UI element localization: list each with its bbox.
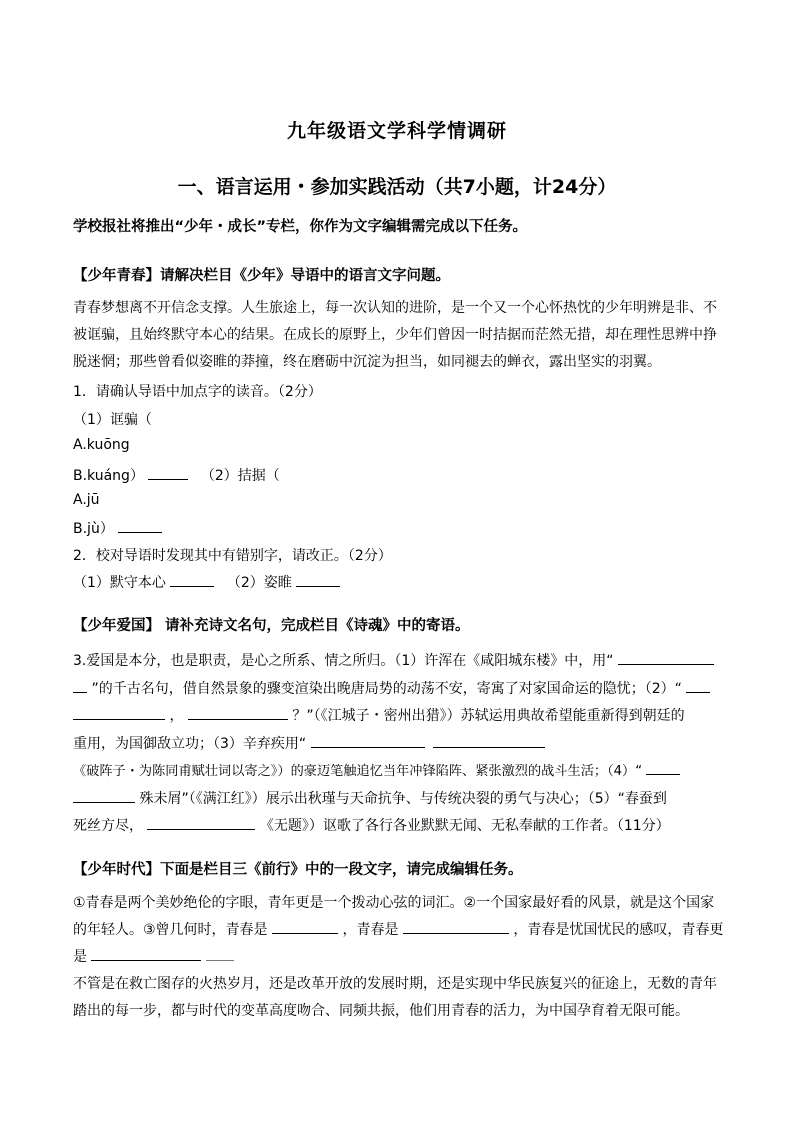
poem-text: 重用，为国御敌立功；（3）辛弃疾用“ [73,736,307,752]
q2-items [73,572,733,592]
passage-line-2: 被诓骗，且始终默守本心的结果。在成长的原野上，少年们曾因一时拮据而茫然无措，却在理性思辨中挣 [73,327,717,343]
answer-blank[interactable] [296,572,340,587]
intro-text: 学校报社将推出“少年・成长”专栏，你作为文字编辑需完成以下任务。 [73,219,528,235]
poem-text: 《破阵子・为陈同甫赋壮词以寄之》）的豪迈笔触追忆当年冲锋陷阵、紧张激烈的战斗生活；（4）“ [73,764,643,779]
answer-blank[interactable] [91,946,201,961]
poem-line-7 [73,815,733,835]
part2-heading: 【少年爱国】 请补充诗文名句，完成栏目《诗魂》中的寄语。 [73,618,470,634]
poem-line-3 [73,705,733,725]
passage-text: 是 [73,949,87,965]
q1-option-b2-line [73,518,733,538]
question-1: 1．请确认导语中加点字的读音。（2分） [73,384,322,400]
answer-blank[interactable] [311,733,425,748]
answer-blank[interactable] [73,678,87,693]
part1-heading: 【少年青春】请解决栏目《少年》导语中的语言文字问题。 [73,268,450,284]
poem-text: 殊未屑”（《满江红》）展示出秋瑾与天命抗争、与传统决裂的勇气与决心；（5）“春蚕到 [139,791,667,807]
poem-line-1 [73,650,733,670]
answer-blank[interactable] [170,572,214,587]
q1-option-a: A.kuōng [73,437,130,453]
answer-blank[interactable] [73,788,135,803]
poem-text: ？”（《江城子・密州出猎》）苏轼运用典故希望能重新得到朝廷的 [292,708,685,724]
answer-blank[interactable] [433,733,545,748]
poem-text: ”的千古名句，借自然景象的骤变渲染出晚唐局势的动荡不安，寄寓了对家国命运的隐忧；（2）“ [91,681,682,697]
answer-blank[interactable] [646,760,680,775]
document-title: 九年级语文学科学情调研 [286,120,507,142]
passage3-line-1: ①青春是两个美妙绝伦的字眼，青年更是一个拨动心弦的词汇。②一个国家最好看的风景，就是这个国家 [73,895,715,911]
answer-blank[interactable] [272,919,338,934]
passage-line-3: 脱迷惘；那些曾看似姿睢的莽撞，终在磨砺中沉淀为担当，如同褪去的蝉衣，露出坚实的羽翼。 [73,354,661,370]
q1-option-b: B.kuáng） [73,468,144,484]
poem-text: 3.爱国是本分，也是职责，是心之所系、情之所归。（1）许浑在《咸阳城东楼》中，用“ [73,653,614,669]
answer-blank[interactable] [686,678,710,693]
passage3-line-4: 不管是在救亡图存的火热岁月，还是改革开放的发展时期，还是实现中华民族复兴的征途上，无数的青年 [73,976,717,992]
answer-blank[interactable] [147,815,255,830]
answer-blank[interactable] [73,705,165,720]
poem-text: 《无题》）讴歌了各行各业默默无闻、无私奉献的工作者。（11分） [259,818,670,834]
answer-blank[interactable] [148,465,188,480]
poem-line-5 [73,760,733,779]
passage3-line-2 [73,919,733,939]
dash-mark [206,952,234,961]
q1-option-b-line [73,465,733,485]
answer-blank[interactable] [118,518,162,533]
passage3-line-3 [73,946,733,966]
answer-blank[interactable] [188,705,288,720]
poem-line-4 [73,733,733,753]
answer-blank[interactable] [403,919,509,934]
q1-option-b2: B.jù） [73,521,114,537]
passage-text: 的年轻人。③曾几何时，青春是 [73,922,268,938]
question-2: 2．校对导语时发现其中有错别字，请改正。（2分） [73,548,392,564]
section-heading: 一、语言运用・参加实践活动（共7小题，计24分） [177,176,617,198]
q2-item-1: （1）默守本心 [73,575,166,591]
poem-line-2 [73,678,733,698]
q2-item-2: （2）姿睢 [226,575,292,591]
passage3-line-5: 踏出的每一步，都与时代的变革高度吻合、同频共振，他们用青春的活力，为中国孕育着无限可能。 [73,1003,689,1019]
part3-heading: 【少年时代】下面是栏目三《前行》中的一段文字，请完成编辑任务。 [73,862,523,878]
q1-option-a2: A.jū [73,492,100,508]
poem-line-6 [73,788,733,808]
answer-blank[interactable] [618,650,714,665]
q1-item-1: （1）诓骗（ [73,412,152,428]
poem-text: ， [169,708,184,724]
passage-text: ，青春是忧国忧民的感叹，青春更 [513,922,724,938]
passage-text: ，青春是 [342,922,399,938]
passage-line-1: 青春梦想离不开信念支撑。人生旅途上，每一次认知的进阶，是一个又一个心怀热忱的少年明辨是非、不 [73,300,717,316]
q1-item-2: （2）拮据（ [200,468,280,484]
poem-text: 死丝方尽， [73,818,143,834]
